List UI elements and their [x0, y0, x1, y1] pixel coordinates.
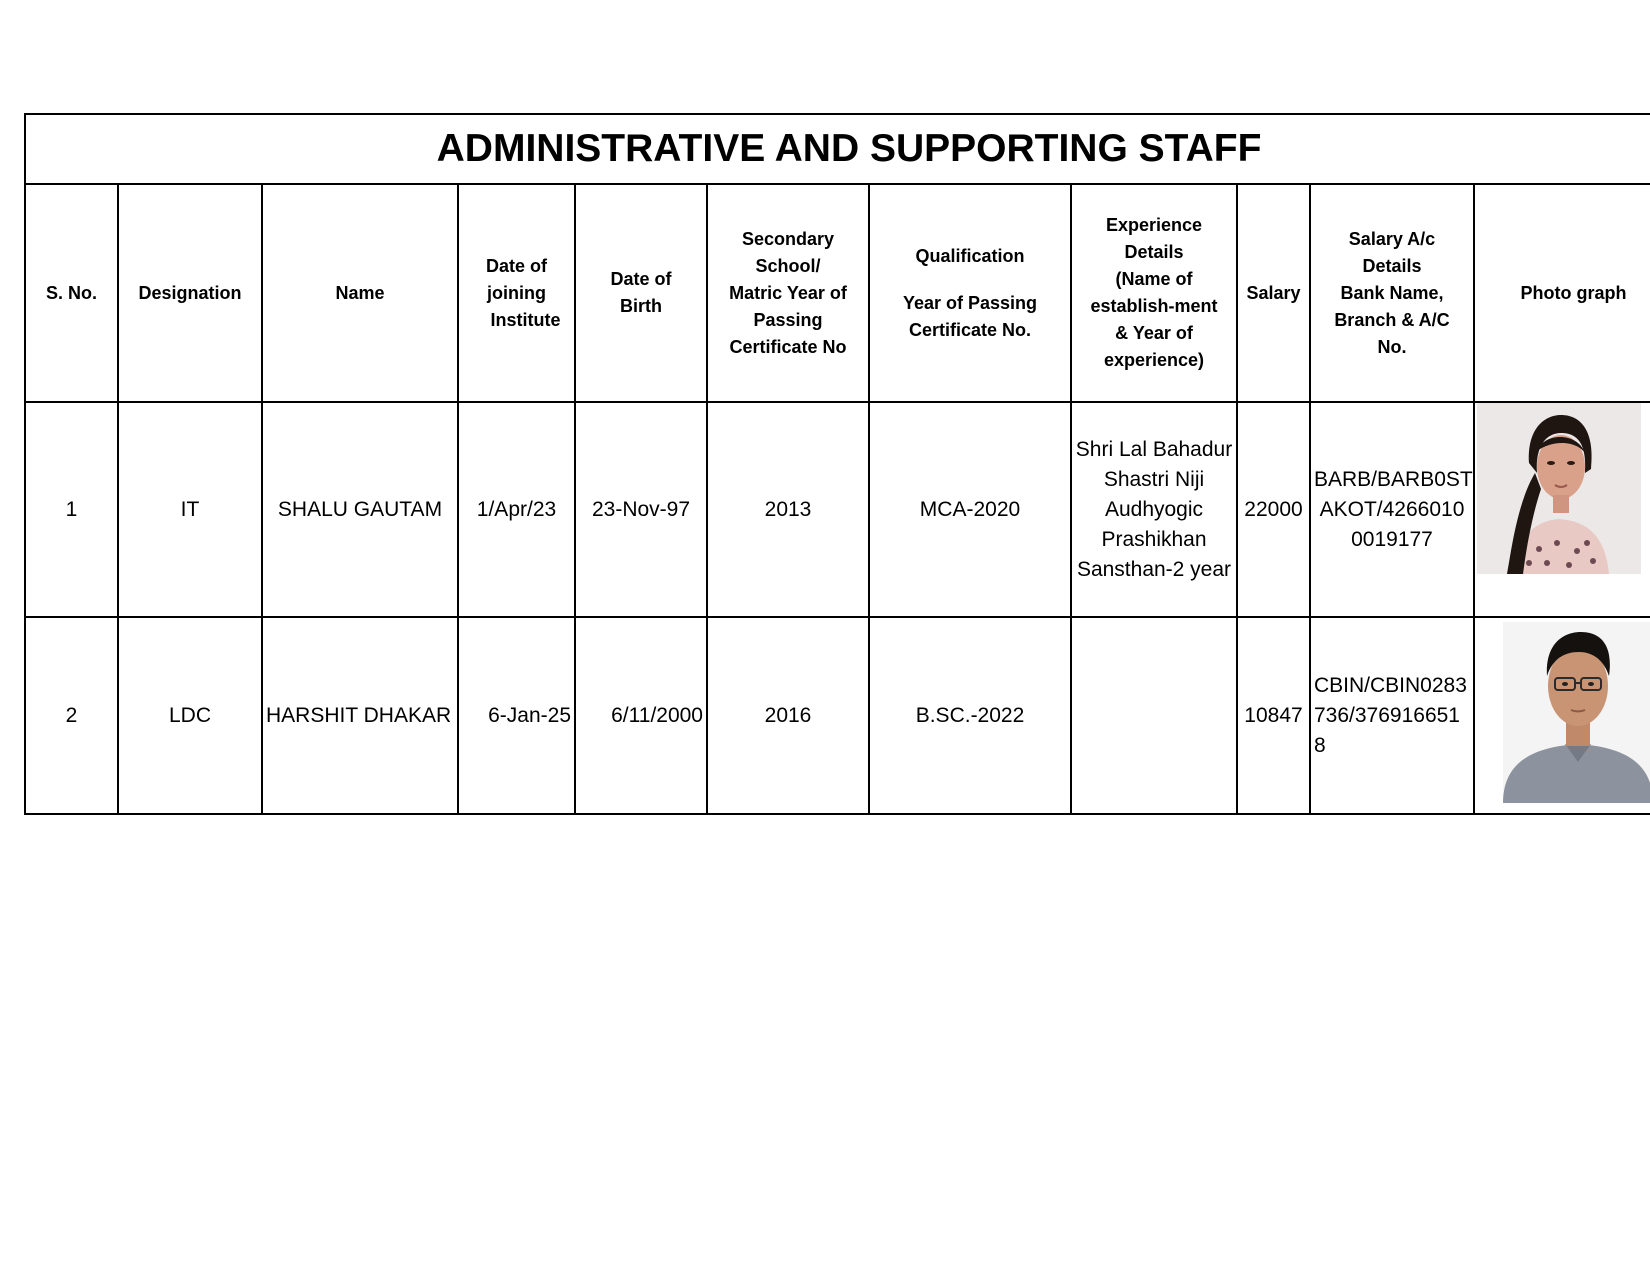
- table-row: [25, 402, 1650, 617]
- header-photograph: Photo graph: [1474, 184, 1650, 402]
- table-title: ADMINISTRATIVE AND SUPPORTING STAFF: [25, 114, 1650, 184]
- header-name: Name: [262, 184, 458, 402]
- cell-designation: LDC: [118, 617, 262, 814]
- cell-salary-account: BARB/BARB0ST AKOT/4266010 0019177: [1310, 402, 1474, 617]
- header-qualification: Qualification Year of Passing Certificate No.: [869, 184, 1071, 402]
- cell-photograph: [1474, 617, 1650, 814]
- header-date-of-birth: Date of Birth: [575, 184, 707, 402]
- cell-designation: IT: [118, 402, 262, 617]
- cell-experience: Shri Lal Bahadur Shastri Niji Audhyogic Prashikhan Sansthan-2 year: [1071, 402, 1237, 617]
- cell-salary: 10847: [1237, 617, 1310, 814]
- cell-experience: [1071, 617, 1237, 814]
- header-row: [25, 184, 1650, 402]
- cell-date-of-birth: 23-Nov-97: [575, 402, 707, 617]
- cell-qualification: MCA-2020: [869, 402, 1071, 617]
- header-salary: Salary: [1237, 184, 1310, 402]
- header-experience: Experience Details (Name of establish-ment & Year of experience): [1071, 184, 1237, 402]
- cell-salary-account: CBIN/CBIN0283 736/376916651 8: [1310, 617, 1474, 814]
- table-row: [25, 617, 1650, 814]
- cell-salary: 22000: [1237, 402, 1310, 617]
- header-salary-account: Salary A/c Details Bank Name, Branch & A/C No.: [1310, 184, 1474, 402]
- header-sno: S. No.: [25, 184, 118, 402]
- cell-date-of-joining: 1/Apr/23: [458, 402, 575, 617]
- female-portrait-photo: [1477, 403, 1641, 574]
- cell-sno: 2: [25, 617, 118, 814]
- cell-name: SHALU GAUTAM: [262, 402, 458, 617]
- cell-photograph: [1474, 402, 1650, 617]
- cell-date-of-joining: 6-Jan-25: [458, 617, 575, 814]
- staff-table: [24, 113, 1650, 815]
- cell-secondary-year: 2013: [707, 402, 869, 617]
- header-designation: Designation: [118, 184, 262, 402]
- cell-date-of-birth: 6/11/2000: [575, 617, 707, 814]
- cell-qualification: B.SC.-2022: [869, 617, 1071, 814]
- cell-name: HARSHIT DHAKAR: [262, 617, 458, 814]
- male-portrait-photo: [1503, 622, 1650, 803]
- header-secondary-school: Secondary School/ Matric Year of Passing Certificate No: [707, 184, 869, 402]
- cell-sno: 1: [25, 402, 118, 617]
- cell-secondary-year: 2016: [707, 617, 869, 814]
- header-date-of-joining: Date of joining Institute: [458, 184, 575, 402]
